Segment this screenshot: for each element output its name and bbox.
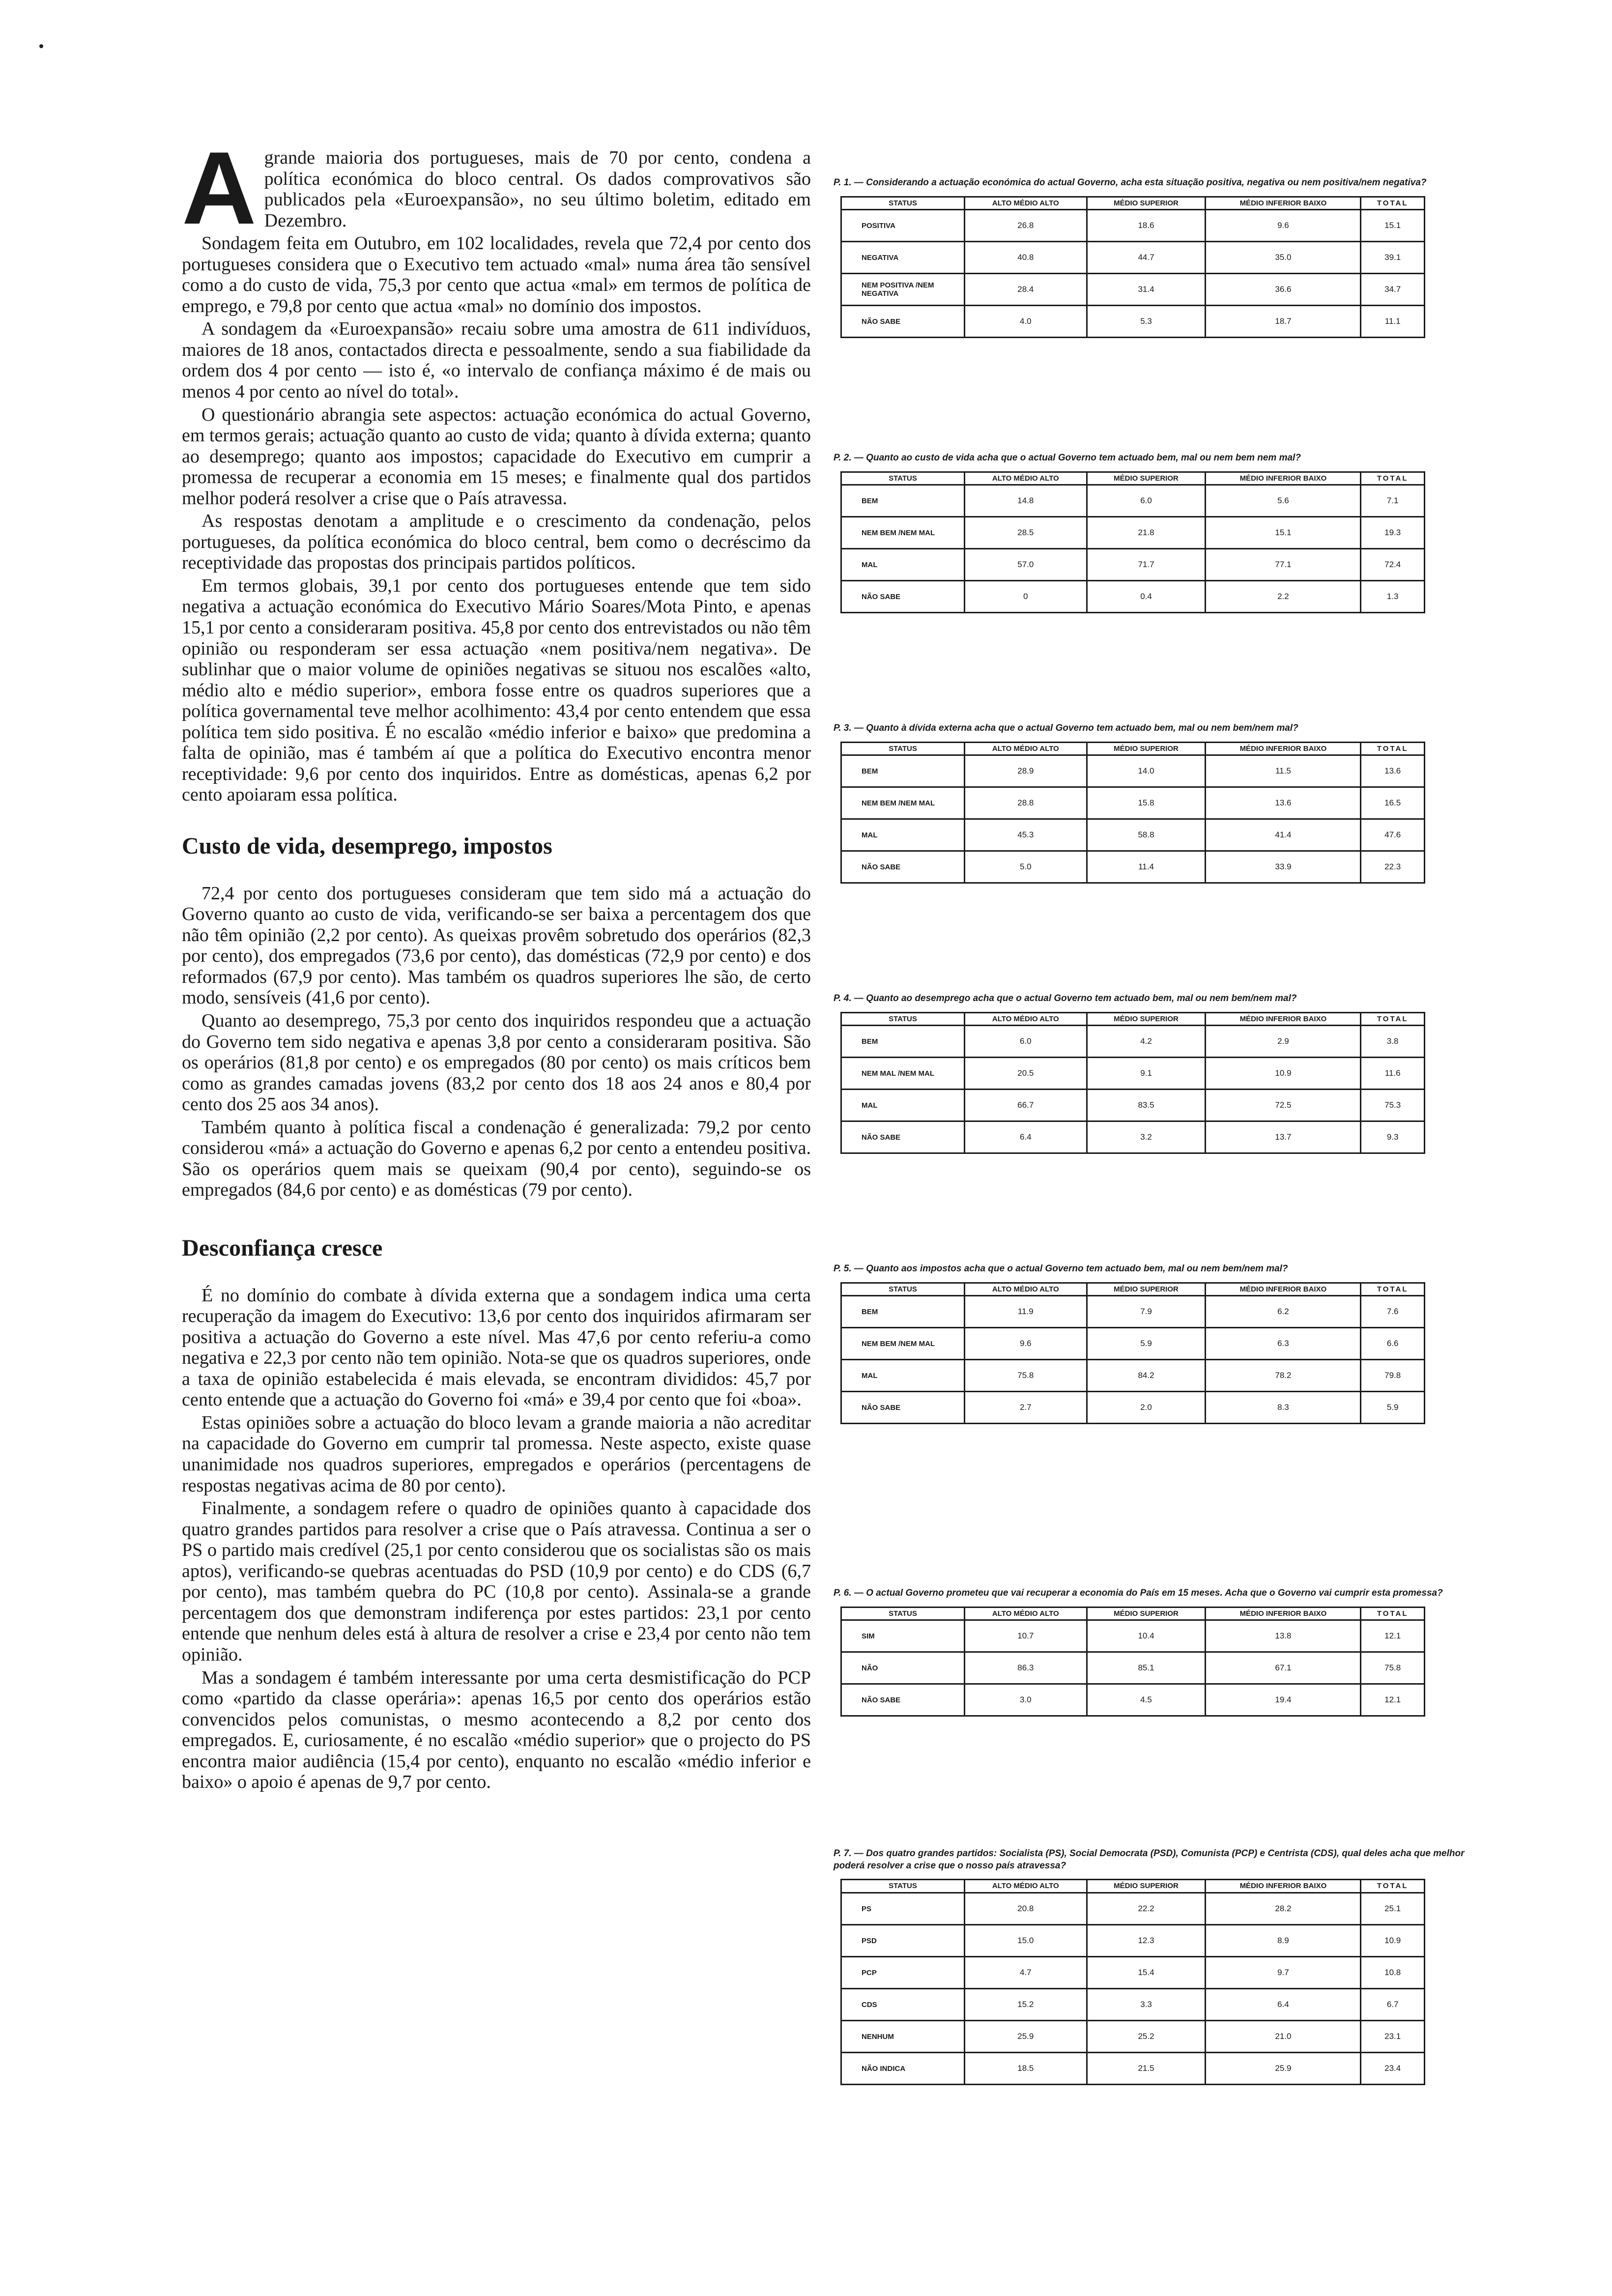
column-header-medio: MÉDIO SUPERIOR (1087, 472, 1206, 485)
cell-total: 23.1 (1361, 2021, 1425, 2053)
cell-total: 9.3 (1361, 1121, 1425, 1153)
cell-alto: 28.8 (965, 787, 1087, 819)
cell-medio: 83.5 (1087, 1090, 1206, 1121)
table-row (841, 1392, 1425, 1424)
cell-inferior: 77.1 (1206, 549, 1361, 581)
cell-inferior: 13.6 (1206, 787, 1361, 819)
cell-medio: 21.5 (1087, 2053, 1206, 2085)
cell-inferior: 25.9 (1206, 2053, 1361, 2085)
cell-medio: 14.0 (1087, 755, 1206, 787)
cell-inferior: 11.5 (1206, 755, 1361, 787)
cell-alto: 15.0 (965, 1925, 1087, 1957)
article-paragraph: A sondagem da «Euroexpansão» recaiu sobre uma amostra de 611 indivíduos, maiores de 18 anos, contactados directa e pessoalmente, sendo a sua fiabilidade da ordem dos 4 por cento — isto é, «o intervalo de confiança máximo é de mais ou menos 4 por cento ao nível do total». (182, 318, 811, 402)
cell-inferior: 10.9 (1206, 1058, 1361, 1090)
article-column (182, 130, 811, 1795)
cell-alto: 5.0 (965, 851, 1087, 883)
drop-cap: A (182, 130, 257, 246)
row-status-label: MAL (841, 1090, 965, 1121)
cell-medio: 0.4 (1087, 581, 1206, 613)
cell-medio: 3.3 (1087, 1989, 1206, 2021)
question-text: P. 2. — Quanto ao custo de vida acha que o actual Governo tem actuado bem, mal ou nem bem nem mal? (834, 453, 1301, 463)
cell-medio: 7.9 (1087, 1296, 1206, 1328)
column-header-alto: ALTO MÉDIO ALTO (965, 197, 1087, 210)
cell-alto: 40.8 (965, 242, 1087, 274)
section-heading-distrust: Desconfiança cresce (182, 1234, 383, 1261)
article-paragraph: Quanto ao desemprego, 75,3 por cento dos inquiridos respondeu que a actuação do Governo tem sido negativa e apenas 3,8 por cento a consideraram positiva. São os operários (81,8 por cento) e os empregados (80 por cento) os mais críticos bem como as grandes camadas jovens (83,2 por cento dos 18 aos 24 anos e 80,4 por cento dos 25 aos 34 anos). (182, 1010, 811, 1115)
article-paragraph: Em termos globais, 39,1 por cento dos portugueses entende que tem sido negativa a actuação económica do Executivo Mário Soares/Mota Pinto, e apenas 15,1 por cento a consideraram positiva. 45,8 por cento dos entrevistados ou não têm opinião ou responderam ser essa actuação «nem positiva/nem negativa». De sublinhar que o maior volume de opiniões negativas se situou nos escalões «alto, médio alto e médio superior», embora fosse entre os quadros superiores que a política governamental teve melhor acolhimento: 43,4 por cento entendem que essa política tem sido positiva. É no escalão «médio inferior e baixo» que predomina a falta de opinião, mas é também aí que a política do Executivo encontra menor receptividade: 9,6 por cento dos inquiridos. Entre as domésticas, apenas 6,2 por cento apoiaram essa política. (182, 575, 811, 805)
row-status-label: SIM (841, 1620, 965, 1652)
cell-medio: 12.3 (1087, 1925, 1206, 1957)
cell-alto: 28.4 (965, 274, 1087, 306)
cell-medio: 4.2 (1087, 1026, 1206, 1058)
cell-total: 72.4 (1361, 549, 1425, 581)
cell-inferior: 8.9 (1206, 1925, 1361, 1957)
column-header-medio: MÉDIO SUPERIOR (1087, 1880, 1206, 1893)
cell-medio: 10.4 (1087, 1620, 1206, 1652)
cell-inferior: 2.2 (1206, 581, 1361, 613)
cell-alto: 25.9 (965, 2021, 1087, 2053)
cell-medio: 44.7 (1087, 242, 1206, 274)
table-row (841, 1058, 1425, 1090)
column-header-total: TOTAL (1361, 472, 1425, 485)
table-row (841, 2021, 1425, 2053)
article-paragraph: Mas a sondagem é também interessante por uma certa desmistificação do PCP como «partido da classe operária»: apenas 16,5 por cento dos operários estão convencidos pelos comunistas, o mesmo acontecendo a 8,2 por cento dos empregados. E, curiosamente, é no escalão «médio superior» que o projecto do PS encontra maior audiência (15,4 por cento), enquanto no escalão «médio inferior e baixo» o apoio é apenas de 9,7 por cento. (182, 1667, 811, 1793)
row-status-label: NEM BEM /NEM MAL (841, 517, 965, 549)
table-row (841, 1090, 1425, 1121)
cell-alto: 86.3 (965, 1652, 1087, 1684)
row-status-label: NÃO INDICA (841, 2053, 965, 2085)
table-row (841, 210, 1425, 242)
table-row (841, 1989, 1425, 2021)
article-paragraph: grande maioria dos portugueses, mais de 70 por cento, condena a política económica do bloco central. Os dados comprovativos são publicados pela «Euroexpansão», no seu último boletim, editado em Dezembro. (264, 147, 811, 231)
row-status-label: CDS (841, 1989, 965, 2021)
cell-alto: 57.0 (965, 549, 1087, 581)
distrust-section (182, 1285, 811, 1793)
row-status-label: NÃO SABE (841, 581, 965, 613)
table-header-row (841, 1283, 1425, 1296)
cell-medio: 9.1 (1087, 1058, 1206, 1090)
table-row (841, 2053, 1425, 2085)
cell-alto: 45.3 (965, 819, 1087, 851)
cell-inferior: 36.6 (1206, 274, 1361, 306)
table-row (841, 581, 1425, 613)
cell-total: 6.6 (1361, 1328, 1425, 1360)
survey-table (840, 1282, 1425, 1425)
row-status-label: NÃO SABE (841, 306, 965, 338)
cell-medio: 6.0 (1087, 485, 1206, 517)
table-row (841, 851, 1425, 883)
article-paragraph: O questionário abrangia sete aspectos: actuação económica do actual Governo, em termos gerais; actuação quanto ao custo de vida; quanto à dívida externa; quanto ao desemprego; quanto aos impostos; capacidade do Executivo em cumprir a promessa de recuperar a economia em 15 meses; e finalmente qual dos partidos melhor poderá resolver a crise que o País atravessa. (182, 404, 811, 509)
cell-medio: 85.1 (1087, 1652, 1206, 1684)
cell-alto: 15.2 (965, 1989, 1087, 2021)
table-row (841, 242, 1425, 274)
row-status-label: NÃO SABE (841, 1392, 965, 1424)
cell-total: 7.1 (1361, 485, 1425, 517)
cell-medio: 15.4 (1087, 1957, 1206, 1989)
row-status-label: BEM (841, 1026, 965, 1058)
cell-inferior: 33.9 (1206, 851, 1361, 883)
row-status-label: NENHUM (841, 2021, 965, 2053)
cell-inferior: 13.7 (1206, 1121, 1361, 1153)
cell-alto: 6.4 (965, 1121, 1087, 1153)
cell-total: 10.9 (1361, 1925, 1425, 1957)
cell-alto: 9.6 (965, 1328, 1087, 1360)
cell-alto: 14.8 (965, 485, 1087, 517)
column-header-inferior: MÉDIO INFERIOR BAIXO (1206, 1880, 1361, 1893)
cell-total: 7.6 (1361, 1296, 1425, 1328)
row-status-label: BEM (841, 485, 965, 517)
column-header-total: TOTAL (1361, 197, 1425, 210)
column-header-total: TOTAL (1361, 1283, 1425, 1296)
table-row (841, 485, 1425, 517)
article-paragraph: 72,4 por cento dos portugueses consideram que tem sido má a actuação do Governo quanto ao custo de vida, verificando-se ser baixa a percentagem dos que não têm opinião (2,2 por cento). As queixas provêm sobretudo dos operários (82,3 por cento), dos empregados (73,6 por cento), das domésticas (72,9 por cento) e dos reformados (67,9 por cento). Mas também os quadros superiores lhe são, de certo modo, sensíveis (41,6 por cento). (182, 883, 811, 1008)
cell-total: 12.1 (1361, 1620, 1425, 1652)
cell-medio: 2.0 (1087, 1392, 1206, 1424)
row-status-label: MAL (841, 819, 965, 851)
table-row (841, 274, 1425, 306)
column-header-alto: ALTO MÉDIO ALTO (965, 1283, 1087, 1296)
intro-section (182, 130, 811, 805)
column-header-alto: ALTO MÉDIO ALTO (965, 472, 1087, 485)
cell-alto: 3.0 (965, 1684, 1087, 1716)
table-row (841, 1925, 1425, 1957)
column-header-medio: MÉDIO SUPERIOR (1087, 1607, 1206, 1620)
cell-inferior: 78.2 (1206, 1360, 1361, 1392)
cell-total: 12.1 (1361, 1684, 1425, 1716)
cell-inferior: 8.3 (1206, 1392, 1361, 1424)
table-row (841, 306, 1425, 338)
cell-inferior: 41.4 (1206, 819, 1361, 851)
article-paragraph: Estas opiniões sobre a actuação do bloco levam a grande maioria a não acreditar na capacidade do Governo em cumprir tal promessa. Neste aspecto, existe quase unanimidade nos quadros superiores, empregados e operários (percentagens de respostas negativas acima de 80 por cento). (182, 1412, 811, 1496)
table-header-row (841, 197, 1425, 210)
survey-table (840, 1607, 1425, 1717)
cell-inferior: 35.0 (1206, 242, 1361, 274)
cell-inferior: 2.9 (1206, 1026, 1361, 1058)
cell-medio: 3.2 (1087, 1121, 1206, 1153)
column-header-inferior: MÉDIO INFERIOR BAIXO (1206, 1012, 1361, 1026)
row-status-label: NÃO SABE (841, 1121, 965, 1153)
article-paragraph: As respostas denotam a amplitude e o crescimento da condenação, pelos portugueses, da política económica do bloco central, bem como o decréscimo da receptividade das propostas dos principais partidos políticos. (182, 511, 811, 574)
row-status-label: NEM MAL /NEM MAL (841, 1058, 965, 1090)
cell-medio: 5.9 (1087, 1328, 1206, 1360)
cell-inferior: 19.4 (1206, 1684, 1361, 1716)
column-header-medio: MÉDIO SUPERIOR (1087, 197, 1206, 210)
row-status-label: NÃO (841, 1652, 965, 1684)
row-status-label: NEM BEM /NEM MAL (841, 787, 965, 819)
article-paragraph: Sondagem feita em Outubro, em 102 localidades, revela que 72,4 por cento dos portugueses considera que o Executivo tem actuado «mal» numa área tão sensível como a do custo de vida, 75,3 por cento que actua «mal» em termos de política de emprego, e 79,8 por cento que actua «mal» no domínio dos impostos. (182, 233, 811, 316)
table-row (841, 755, 1425, 787)
question-text: P. 3. — Quanto à dívida externa acha que o actual Governo tem actuado bem, mal ou nem bem/nem mal? (834, 723, 1298, 733)
question-text: P. 5. — Quanto aos impostos acha que o actual Governo tem actuado bem, mal ou nem bem/nem mal? (834, 1263, 1288, 1274)
column-header-alto: ALTO MÉDIO ALTO (965, 1012, 1087, 1026)
cell-alto: 6.0 (965, 1026, 1087, 1058)
table-row (841, 819, 1425, 851)
column-header-inferior: MÉDIO INFERIOR BAIXO (1206, 197, 1361, 210)
cell-inferior: 21.0 (1206, 2021, 1361, 2053)
table-header-row (841, 1012, 1425, 1026)
table-row (841, 1893, 1425, 1925)
cell-total: 47.6 (1361, 819, 1425, 851)
cell-alto: 18.5 (965, 2053, 1087, 2085)
table-row (841, 787, 1425, 819)
cell-inferior: 5.6 (1206, 485, 1361, 517)
table-row (841, 1620, 1425, 1652)
column-header-status: STATUS (841, 472, 965, 485)
cell-medio: 21.8 (1087, 517, 1206, 549)
column-header-total: TOTAL (1361, 1880, 1425, 1893)
cell-total: 15.1 (1361, 210, 1425, 242)
cell-inferior: 15.1 (1206, 517, 1361, 549)
column-header-status: STATUS (841, 1880, 965, 1893)
cell-alto: 66.7 (965, 1090, 1087, 1121)
cell-total: 6.7 (1361, 1989, 1425, 2021)
table-header-row (841, 1880, 1425, 1893)
cell-total: 10.8 (1361, 1957, 1425, 1989)
row-status-label: NEGATIVA (841, 242, 965, 274)
column-header-medio: MÉDIO SUPERIOR (1087, 1283, 1206, 1296)
cell-total: 11.6 (1361, 1058, 1425, 1090)
cell-alto: 2.7 (965, 1392, 1087, 1424)
column-header-total: TOTAL (1361, 1607, 1425, 1620)
cell-medio: 18.6 (1087, 210, 1206, 242)
cell-total: 16.5 (1361, 787, 1425, 819)
cell-medio: 58.8 (1087, 819, 1206, 851)
question-text: P. 4. — Quanto ao desemprego acha que o actual Governo tem actuado bem, mal ou nem bem/nem mal? (834, 993, 1297, 1004)
table-header-row (841, 1607, 1425, 1620)
cell-inferior: 28.2 (1206, 1893, 1361, 1925)
cell-inferior: 9.6 (1206, 210, 1361, 242)
cell-inferior: 6.2 (1206, 1296, 1361, 1328)
column-header-inferior: MÉDIO INFERIOR BAIXO (1206, 1283, 1361, 1296)
column-header-inferior: MÉDIO INFERIOR BAIXO (1206, 742, 1361, 755)
cell-total: 13.6 (1361, 755, 1425, 787)
cell-inferior: 6.4 (1206, 1989, 1361, 2021)
cell-alto: 28.9 (965, 755, 1087, 787)
cell-total: 34.7 (1361, 274, 1425, 306)
cell-total: 11.1 (1361, 306, 1425, 338)
row-status-label: MAL (841, 549, 965, 581)
cell-total: 3.8 (1361, 1026, 1425, 1058)
question-text: P. 1. — Considerando a actuação económica do actual Governo, acha esta situação positiva, negativa ou nem positiva/nem negativa? (834, 177, 1427, 188)
cell-medio: 11.4 (1087, 851, 1206, 883)
cell-alto: 4.0 (965, 306, 1087, 338)
question-text: P. 7. — Dos quatro grandes partidos: Socialista (PS), Social Democrata (PSD), Comunista (PCP) e Centrista (CDS), qual deles acha que melhor poderá resolver a crise que o nosso país atravessa? (834, 1848, 1465, 1871)
column-header-alto: ALTO MÉDIO ALTO (965, 1607, 1087, 1620)
cell-total: 23.4 (1361, 2053, 1425, 2085)
column-header-status: STATUS (841, 742, 965, 755)
survey-question-6 (831, 1587, 1469, 1717)
cell-inferior: 67.1 (1206, 1652, 1361, 1684)
row-status-label: POSITIVA (841, 210, 965, 242)
row-status-label: BEM (841, 1296, 965, 1328)
cell-inferior: 6.3 (1206, 1328, 1361, 1360)
cell-medio: 15.8 (1087, 787, 1206, 819)
cell-total: 75.8 (1361, 1652, 1425, 1684)
cell-alto: 4.7 (965, 1957, 1087, 1989)
cell-total: 75.3 (1361, 1090, 1425, 1121)
table-header-row (841, 472, 1425, 485)
table-row (841, 1652, 1425, 1684)
row-status-label: NÃO SABE (841, 851, 965, 883)
row-status-label: PSD (841, 1925, 965, 1957)
ink-speck (39, 44, 43, 48)
cell-medio: 31.4 (1087, 274, 1206, 306)
survey-table (840, 196, 1425, 339)
column-header-status: STATUS (841, 1012, 965, 1026)
cost-of-living-section (182, 883, 811, 1201)
table-row (841, 1957, 1425, 1989)
cell-alto: 28.5 (965, 517, 1087, 549)
cell-alto: 75.8 (965, 1360, 1087, 1392)
survey-question-5 (831, 1263, 1469, 1424)
cell-inferior: 18.7 (1206, 306, 1361, 338)
cell-alto: 11.9 (965, 1296, 1087, 1328)
cell-total: 22.3 (1361, 851, 1425, 883)
column-header-alto: ALTO MÉDIO ALTO (965, 1880, 1087, 1893)
table-row (841, 1026, 1425, 1058)
article-paragraph: Finalmente, a sondagem refere o quadro de opiniões quanto à capacidade dos quatro grandes partidos para resolver a crise que o País atravessa. Continua a ser o PS o partido mais credível (25,1 por cento considerou que os socialistas são os mais aptos), verificando-se quebras acentuadas do PSD (10,9 por cento) e do CDS (6,7 por cento), mas também quebra do PC (10,8 por cento). Assinala-se a grande percentagem dos que demonstram indiferença por estes partidos: 23,1 por cento entende que nenhum deles está à altura de resolver a crise e 23,4 por cento não tem opinião. (182, 1498, 811, 1665)
table-row (841, 1684, 1425, 1716)
cell-total: 25.1 (1361, 1893, 1425, 1925)
cell-medio: 5.3 (1087, 306, 1206, 338)
cell-total: 1.3 (1361, 581, 1425, 613)
column-header-medio: MÉDIO SUPERIOR (1087, 742, 1206, 755)
survey-table (840, 471, 1425, 614)
row-status-label: NEM BEM /NEM MAL (841, 1328, 965, 1360)
article-paragraph: Também quanto à política fiscal a condenação é generalizada: 79,2 por cento considerou «má» a actuação do Governo e apenas 6,2 por cento a entendeu positiva. São os operários quem mais se queixam (90,4 por cento), seguindo-se os empregados (84,6 por cento) e as domésticas (79 por cento). (182, 1117, 811, 1201)
article-paragraph: É no domínio do combate à dívida externa que a sondagem indica uma certa recuperação da imagem do Executivo: 13,6 por cento dos inquiridos afirmaram ser positiva a actuação do Governo a este nível. Mas 47,6 por cento referiu-a como negativa e 22,3 por cento não tem opinião. Nota-se que os quadros superiores, onde a taxa de opinião estabelecida é mais elevada, se encontram divididos: 45,7 por cento entende que a actuação do Governo foi «má» e 39,4 por cento que foi «boa». (182, 1285, 811, 1410)
survey-table (840, 1012, 1425, 1154)
table-row (841, 1360, 1425, 1392)
cell-total: 39.1 (1361, 242, 1425, 274)
survey-table (840, 742, 1425, 884)
cell-medio: 84.2 (1087, 1360, 1206, 1392)
row-status-label: NEM POSITIVA /NEM NEGATIVA (841, 274, 965, 306)
cell-medio: 22.2 (1087, 1893, 1206, 1925)
row-status-label: NÃO SABE (841, 1684, 965, 1716)
cell-total: 79.8 (1361, 1360, 1425, 1392)
column-header-inferior: MÉDIO INFERIOR BAIXO (1206, 1607, 1361, 1620)
cell-inferior: 13.8 (1206, 1620, 1361, 1652)
column-header-status: STATUS (841, 197, 965, 210)
column-header-status: STATUS (841, 1607, 965, 1620)
cell-medio: 4.5 (1087, 1684, 1206, 1716)
column-header-medio: MÉDIO SUPERIOR (1087, 1012, 1206, 1026)
table-row (841, 1296, 1425, 1328)
cell-inferior: 72.5 (1206, 1090, 1361, 1121)
column-header-total: TOTAL (1361, 742, 1425, 755)
cell-alto: 26.8 (965, 210, 1087, 242)
table-row (841, 1328, 1425, 1360)
cell-alto: 0 (965, 581, 1087, 613)
cell-total: 5.9 (1361, 1392, 1425, 1424)
cell-total: 19.3 (1361, 517, 1425, 549)
section-heading-cost-of-living: Custo de vida, desemprego, impostos (182, 832, 552, 859)
row-status-label: BEM (841, 755, 965, 787)
row-status-label: PS (841, 1893, 965, 1925)
question-text: P. 6. — O actual Governo prometeu que vai recuperar a economia do País em 15 meses. Acha que o Governo vai cumprir esta promessa? (834, 1588, 1443, 1598)
cell-medio: 71.7 (1087, 549, 1206, 581)
column-header-status: STATUS (841, 1283, 965, 1296)
survey-question-4 (831, 993, 1469, 1154)
table-row (841, 517, 1425, 549)
column-header-total: TOTAL (1361, 1012, 1425, 1026)
survey-question-1 (831, 177, 1469, 338)
cell-alto: 10.7 (965, 1620, 1087, 1652)
cell-alto: 20.5 (965, 1058, 1087, 1090)
cell-alto: 20.8 (965, 1893, 1087, 1925)
column-header-alto: ALTO MÉDIO ALTO (965, 742, 1087, 755)
survey-question-2 (831, 452, 1469, 613)
table-row (841, 549, 1425, 581)
survey-table (840, 1879, 1425, 2085)
row-status-label: PCP (841, 1957, 965, 1989)
survey-question-3 (831, 722, 1469, 884)
table-header-row (841, 742, 1425, 755)
cell-inferior: 9.7 (1206, 1957, 1361, 1989)
row-status-label: MAL (841, 1360, 965, 1392)
survey-question-7 (831, 1848, 1469, 2085)
column-header-inferior: MÉDIO INFERIOR BAIXO (1206, 472, 1361, 485)
cell-medio: 25.2 (1087, 2021, 1206, 2053)
table-row (841, 1121, 1425, 1153)
